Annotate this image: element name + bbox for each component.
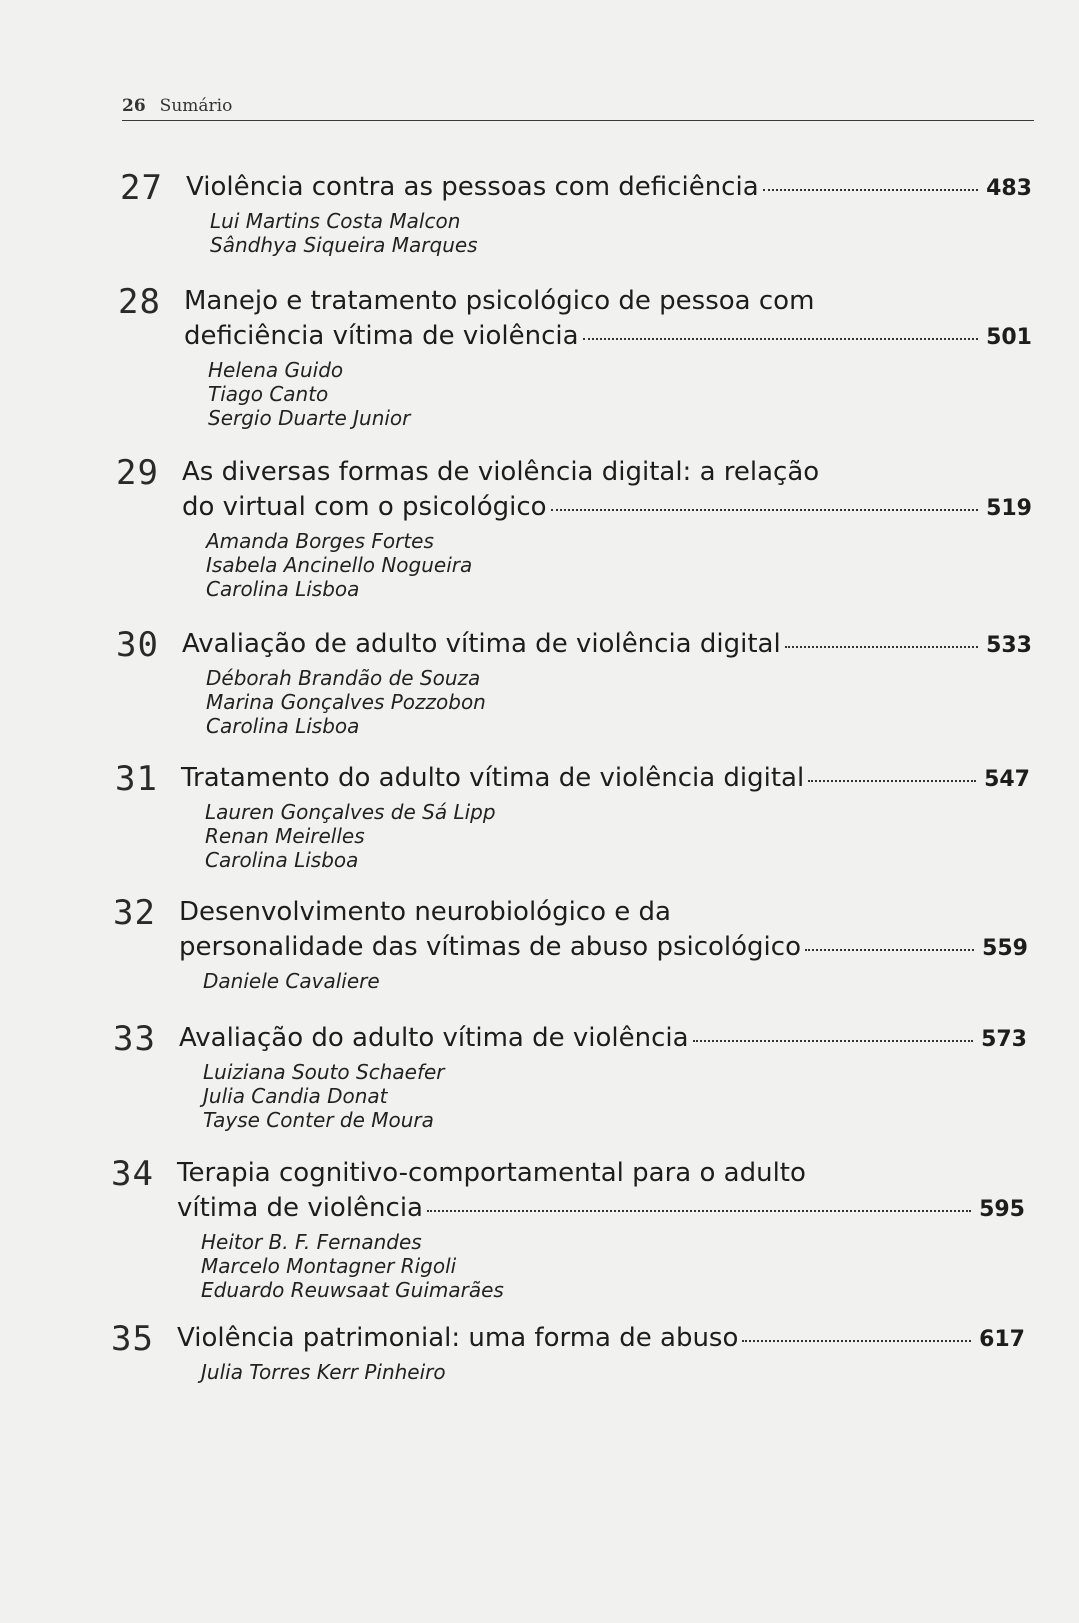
author-name: Carolina Lisboa bbox=[206, 714, 360, 738]
author-name: Marina Gonçalves Pozzobon bbox=[206, 690, 486, 714]
chapter-title-text: Manejo e tratamento psicológico de pessoa com bbox=[184, 286, 815, 316]
chapter-title-line bbox=[179, 895, 1028, 930]
chapter-number: 34 bbox=[111, 1154, 154, 1194]
header-page-number: 26 bbox=[122, 96, 146, 116]
chapter-title-line bbox=[177, 1321, 1025, 1357]
chapter-page-number: 559 bbox=[982, 936, 1028, 961]
author-name: Heitor B. F. Fernandes bbox=[201, 1230, 422, 1254]
dot-leader bbox=[808, 780, 976, 782]
chapter-page-number: 547 bbox=[984, 767, 1030, 792]
chapter-title-text: Violência contra as pessoas com deficiência bbox=[186, 172, 759, 202]
chapter-page-number: 595 bbox=[979, 1197, 1025, 1222]
author-name: Amanda Borges Fortes bbox=[206, 529, 434, 553]
dot-leader bbox=[785, 646, 978, 648]
chapter-number: 29 bbox=[116, 453, 159, 493]
author-name: Julia Candia Donat bbox=[203, 1084, 388, 1108]
chapter-title-text: As diversas formas de violência digital: a relação bbox=[182, 457, 820, 487]
dot-leader bbox=[551, 509, 978, 511]
author-name: Carolina Lisboa bbox=[205, 848, 359, 872]
chapter-page-number: 501 bbox=[986, 325, 1032, 350]
chapter-number: 35 bbox=[111, 1319, 154, 1359]
author-list bbox=[182, 529, 1032, 601]
chapter-title-text: Tratamento do adulto vítima de violência digital bbox=[181, 763, 805, 793]
chapter-title-text: Violência patrimonial: uma forma de abuso bbox=[177, 1323, 739, 1353]
author-list bbox=[186, 209, 1032, 257]
chapter-title-text: vítima de violência bbox=[177, 1193, 423, 1223]
chapter-title-line bbox=[184, 284, 1032, 319]
author-name: Eduardo Reuwsaat Guimarães bbox=[201, 1278, 504, 1302]
chapter-title-text: Terapia cognitivo-comportamental para o adulto bbox=[177, 1158, 806, 1188]
author-name: Marcelo Montagner Rigoli bbox=[201, 1254, 457, 1278]
header-section-title: Sumário bbox=[159, 96, 233, 116]
chapter-title-line bbox=[179, 1021, 1027, 1057]
chapter-title-text: Desenvolvimento neurobiológico e da bbox=[179, 897, 671, 927]
author-name: Sândhya Siqueira Marques bbox=[210, 233, 478, 257]
author-list bbox=[184, 358, 1032, 430]
chapter-number: 31 bbox=[115, 759, 158, 799]
author-name: Daniele Cavaliere bbox=[203, 969, 380, 993]
chapter-number: 33 bbox=[113, 1019, 156, 1059]
author-name: Luiziana Souto Schaefer bbox=[203, 1060, 445, 1084]
chapter-number: 32 bbox=[113, 893, 156, 933]
chapter-title-text: Avaliação do adulto vítima de violência bbox=[179, 1023, 689, 1053]
chapter-title-line bbox=[179, 930, 1028, 966]
chapter-page-number: 573 bbox=[981, 1027, 1027, 1052]
author-name: Isabela Ancinello Nogueira bbox=[206, 553, 473, 577]
chapter-page-number: 519 bbox=[986, 496, 1032, 521]
dot-leader bbox=[427, 1210, 971, 1212]
author-name: Renan Meirelles bbox=[205, 824, 365, 848]
chapter-title-line bbox=[177, 1156, 1025, 1191]
dot-leader bbox=[742, 1340, 971, 1342]
chapter-title-line bbox=[182, 455, 1032, 490]
chapter-title-line bbox=[177, 1191, 1025, 1227]
dot-leader bbox=[693, 1040, 973, 1042]
author-list bbox=[181, 800, 1030, 872]
chapter-title-line bbox=[186, 170, 1032, 206]
chapter-title-line bbox=[184, 319, 1032, 355]
dot-leader bbox=[805, 949, 974, 951]
dot-leader bbox=[583, 338, 978, 340]
author-name: Julia Torres Kerr Pinheiro bbox=[201, 1360, 446, 1384]
chapter-title-text: do virtual com o psicológico bbox=[182, 492, 547, 522]
author-list bbox=[177, 1360, 1025, 1384]
chapter-number: 27 bbox=[120, 168, 163, 208]
author-list bbox=[177, 1230, 1025, 1302]
author-name: Tayse Conter de Moura bbox=[203, 1108, 434, 1132]
author-list bbox=[179, 1060, 1027, 1132]
chapter-number: 28 bbox=[118, 282, 161, 322]
chapter-number: 30 bbox=[116, 625, 159, 665]
author-name: Déborah Brandão de Souza bbox=[206, 666, 481, 690]
author-name: Lauren Gonçalves de Sá Lipp bbox=[205, 800, 496, 824]
chapter-page-number: 617 bbox=[979, 1327, 1025, 1352]
chapter-page-number: 533 bbox=[986, 633, 1032, 658]
author-name: Tiago Canto bbox=[208, 382, 329, 406]
author-name: Sergio Duarte Junior bbox=[208, 406, 411, 430]
chapter-title-text: deficiência vítima de violência bbox=[184, 321, 579, 351]
running-header bbox=[122, 96, 1034, 121]
chapter-page-number: 483 bbox=[986, 176, 1032, 201]
chapter-title-text: personalidade das vítimas de abuso psicológico bbox=[179, 932, 801, 962]
dot-leader bbox=[763, 189, 978, 191]
author-list bbox=[179, 969, 1028, 993]
chapter-title-line bbox=[182, 490, 1032, 526]
chapter-title-line bbox=[182, 627, 1032, 663]
author-name: Helena Guido bbox=[208, 358, 344, 382]
chapter-title-text: Avaliação de adulto vítima de violência digital bbox=[182, 629, 781, 659]
author-list bbox=[182, 666, 1032, 738]
chapter-title-line bbox=[181, 761, 1030, 797]
author-name: Lui Martins Costa Malcon bbox=[210, 209, 461, 233]
author-name: Carolina Lisboa bbox=[206, 577, 360, 601]
